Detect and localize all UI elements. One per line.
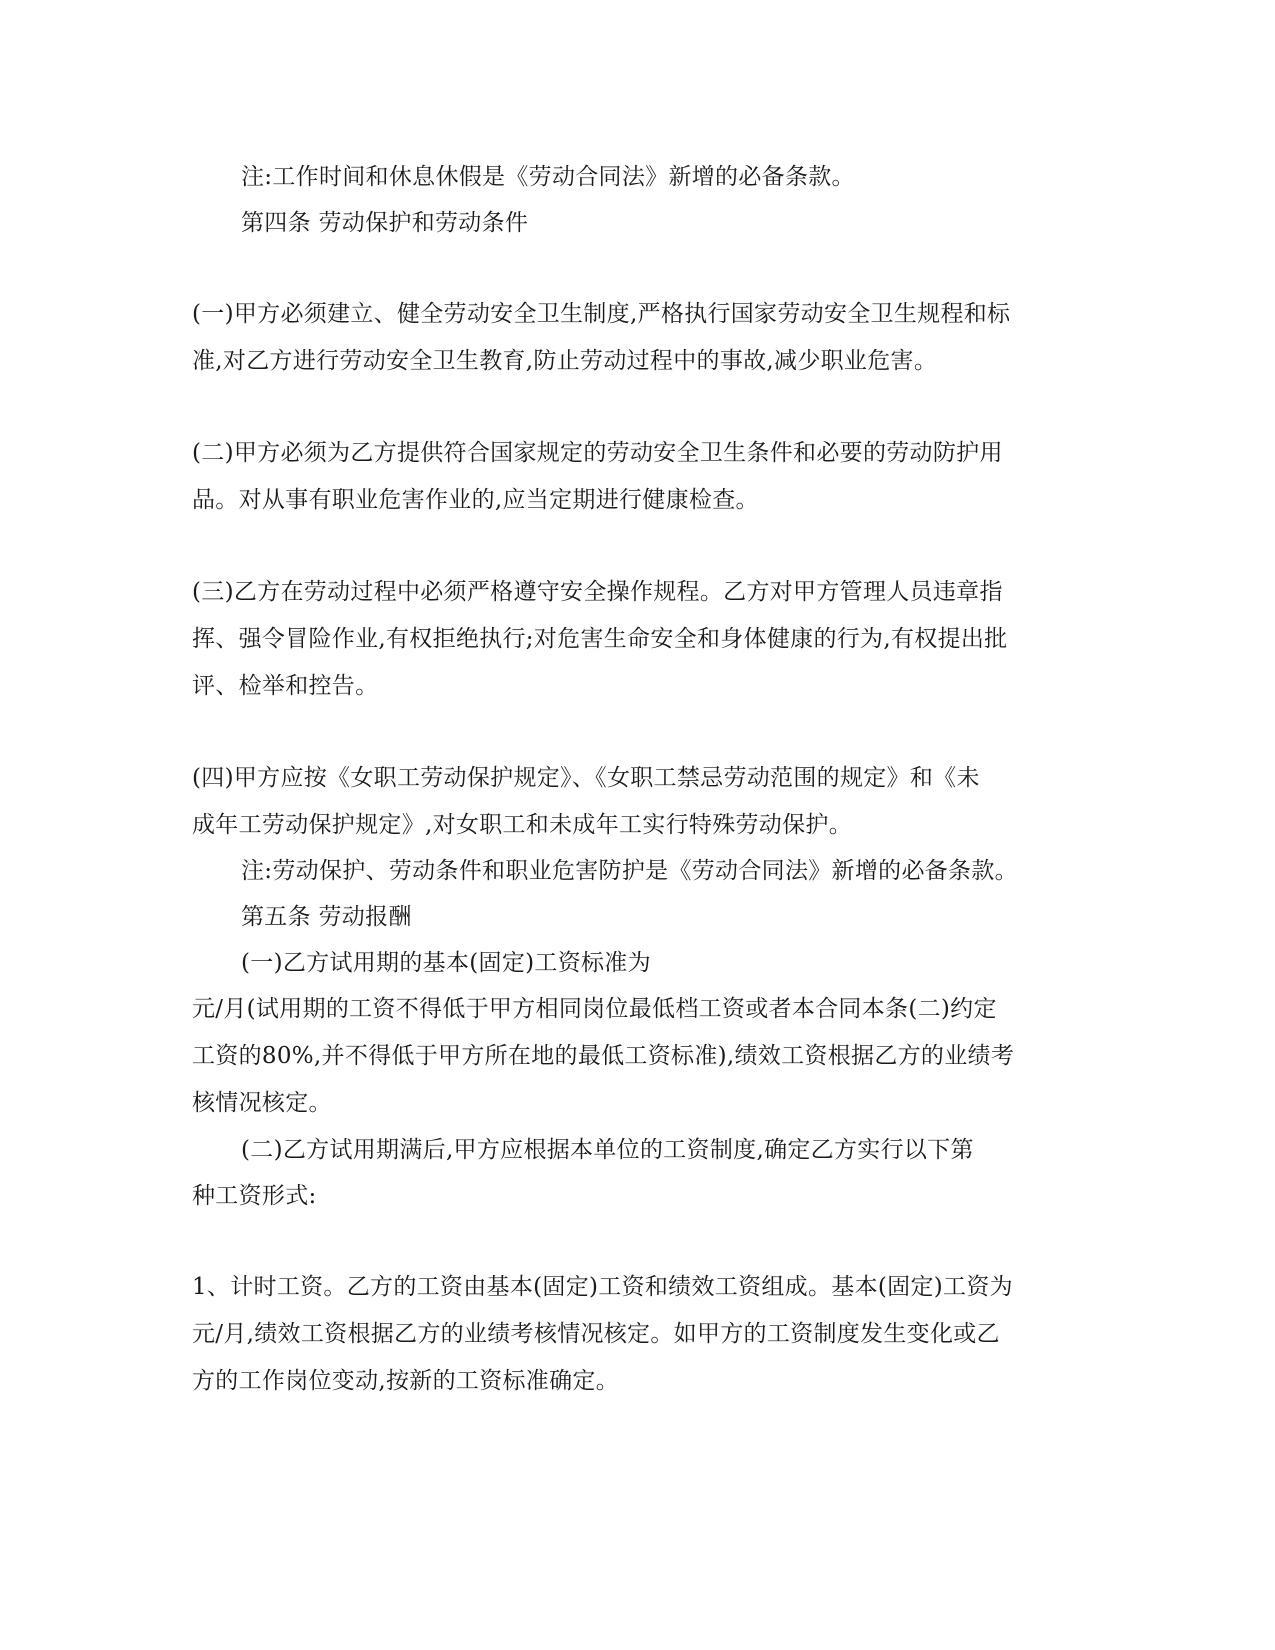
paragraph-line: 方的工作岗位变动,按新的工资标准确定。 bbox=[192, 1368, 620, 1394]
paragraph-line: (四)甲方应按《女职工劳动保护规定》、《女职工禁忌劳动范围的规定》和《未 bbox=[192, 765, 980, 791]
paragraph-line: 种工资形式: bbox=[192, 1183, 317, 1209]
paragraph-line: (二)乙方试用期满后,甲方应根据本单位的工资制度,确定乙方实行以下第 bbox=[241, 1137, 974, 1163]
paragraph-line: (三)乙方在劳动过程中必须严格遵守安全操作规程。乙方对甲方管理人员违章指 bbox=[192, 579, 1003, 605]
paragraph-line: 成年工劳动保护规定》,对女职工和未成年工实行特殊劳动保护。 bbox=[192, 812, 853, 838]
paragraph-line: 元/月(试用期的工资不得低于甲方相同岗位最低档工资或者本合同本条(二)约定 bbox=[192, 996, 997, 1022]
paragraph-line: 品。对从事有职业危害作业的,应当定期进行健康检查。 bbox=[192, 487, 759, 513]
paragraph-line: 元/月,绩效工资根据乙方的业绩考核情况核定。如甲方的工资制度发生变化或乙 bbox=[192, 1321, 1000, 1347]
paragraph-line: 评、检举和控告。 bbox=[192, 673, 379, 699]
paragraph-line: (一)甲方必须建立、健全劳动安全卫生制度,严格执行国家劳动安全卫生规程和标 bbox=[192, 301, 1011, 327]
article-heading: 第四条 劳动保护和劳动条件 bbox=[241, 210, 529, 236]
paragraph-line: 工资的80%,并不得低于甲方所在地的最低工资标准),绩效工资根据乙方的业绩考 bbox=[192, 1043, 1015, 1069]
paragraph-line: 挥、强令冒险作业,有权拒绝执行;对危害生命安全和身体健康的行为,有权提出批 bbox=[192, 626, 1008, 652]
article-heading: 第五条 劳动报酬 bbox=[241, 904, 412, 930]
paragraph-line: 1、计时工资。乙方的工资由基本(固定)工资和绩效工资组成。基本(固定)工资为 bbox=[192, 1274, 1013, 1300]
paragraph-line: (二)甲方必须为乙方提供符合国家规定的劳动安全卫生条件和必要的劳动防护用 bbox=[192, 440, 1003, 466]
paragraph-line: (一)乙方试用期的基本(固定)工资标准为 bbox=[241, 950, 651, 976]
paragraph-line: 准,对乙方进行劳动安全卫生教育,防止劳动过程中的事故,减少职业危害。 bbox=[192, 348, 938, 374]
note-line: 注:劳动保护、劳动条件和职业危害防护是《劳动合同法》新增的必备条款。 bbox=[241, 858, 1018, 884]
note-line: 注:工作时间和休息休假是《劳动合同法》新增的必备条款。 bbox=[241, 164, 855, 190]
paragraph-line: 核情况核定。 bbox=[192, 1090, 332, 1116]
